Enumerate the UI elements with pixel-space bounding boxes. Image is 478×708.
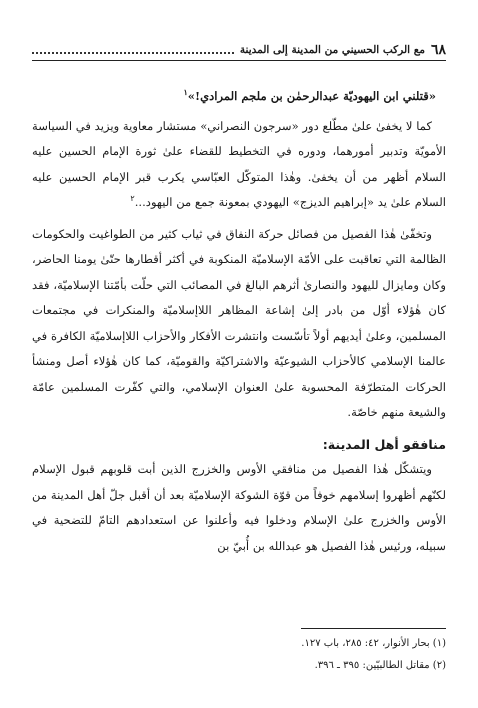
section-title: منافقو أهل المدينة: (322, 436, 446, 452)
footnote-divider (301, 628, 446, 629)
paragraph-tyrants: وتخفّىٰ هٰذا الفصيل من فصائل حركة النفاق في ثياب كثير من الطواغيت والحكومات الظالمة التي تعاقبت على الأمّة الإسلاميّة المنكوبة في أكثر أقطارها حتّىٰ يومنا الحاضر، وكان ومايزال لليهود والنصارىٰ أثرهم البالغ في المصائب التي حلّت بأمّتنا الإسلاميّة، فقد كان هٰؤلاء أوّل من بادر إلىٰ إشاعة المظاهر اللاإسلاميّة والمنكرات في مجتمعات المسلمين، وعلىٰ أيديهم أولاً تأسّست وانتشرت الأفكار والأحزاب اللاإسلاميّة الكافرة في عالمنا الإسلامي كالأحزاب الشيوعيّة والاشتراكيّة والقوميّة، كما كان هٰؤلاء أصل ومنشأ الحركات المتطرّفة المحسوبة علىٰ العنوان الإسلامي، والتي كفّرت المسلمين عامّة والشيعة منهم خاصّة. (32, 226, 446, 419)
quote-line (32, 84, 446, 110)
header-dot-leader (32, 52, 234, 54)
paragraph-medina-hypocrites: ويتشكّل هٰذا الفصيل من منافقي الأوس والخزرج الذين أبت قلوبهم قبول الإسلام لكنّهم أظهروا إسلامهم خوفاً من قوّة الشوكة الإسلاميّة بعد أن أقبل جلّ أهل المدينة من الأوس والخزرج علىٰ الإسلام ودخلوا فيه وأعلنوا عن استعدادهم التامّ للتضحية في سبيله، ورئيس هٰذا الفصيل هو عبدالله بن أُبيّ بن (32, 462, 446, 553)
footnotes (32, 628, 446, 677)
page-number: ٦٨ (430, 42, 446, 58)
page-header (32, 38, 446, 61)
footnote-1: (١) بحار الأنوار، ٤٢: ٢٨٥، باب ١٢٧. (301, 638, 446, 649)
main-text (32, 84, 446, 559)
footnote-2: (٢) مقاتل الطالبيّين: ٣٩٥ ـ ٣٩٦. (314, 660, 446, 671)
running-title: مع الركب الحسيني من المدينة إلى المدينة (239, 44, 425, 56)
footnote-ref-1: ١ (183, 87, 188, 98)
footnote-ref-2: ٢ (130, 194, 135, 204)
quote-text: «قتلني ابن اليهوديّة عبدالرحمٰن بن ملجم المرادي!» (187, 89, 436, 103)
paragraph-sarjun-text: كما لا يخفىٰ علىٰ مطّلع دور «سرجون النصراني» مستشار معاوية ويزيد في السياسة الأمويّة وتدبير أمورهما، ودوره في التخطيط للقضاء علىٰ ثورة الإمام الحسين عليه السلام أظهر من أن يخفىٰ. وهٰذا المتوكّل العبّاسي يكرب قبر الإمام الحسين عليه السلام علىٰ يد «إبراهيم الديزج» اليهودي بمعونة جمع من اليهود... (32, 118, 446, 209)
paragraph-sarjun (32, 114, 446, 216)
